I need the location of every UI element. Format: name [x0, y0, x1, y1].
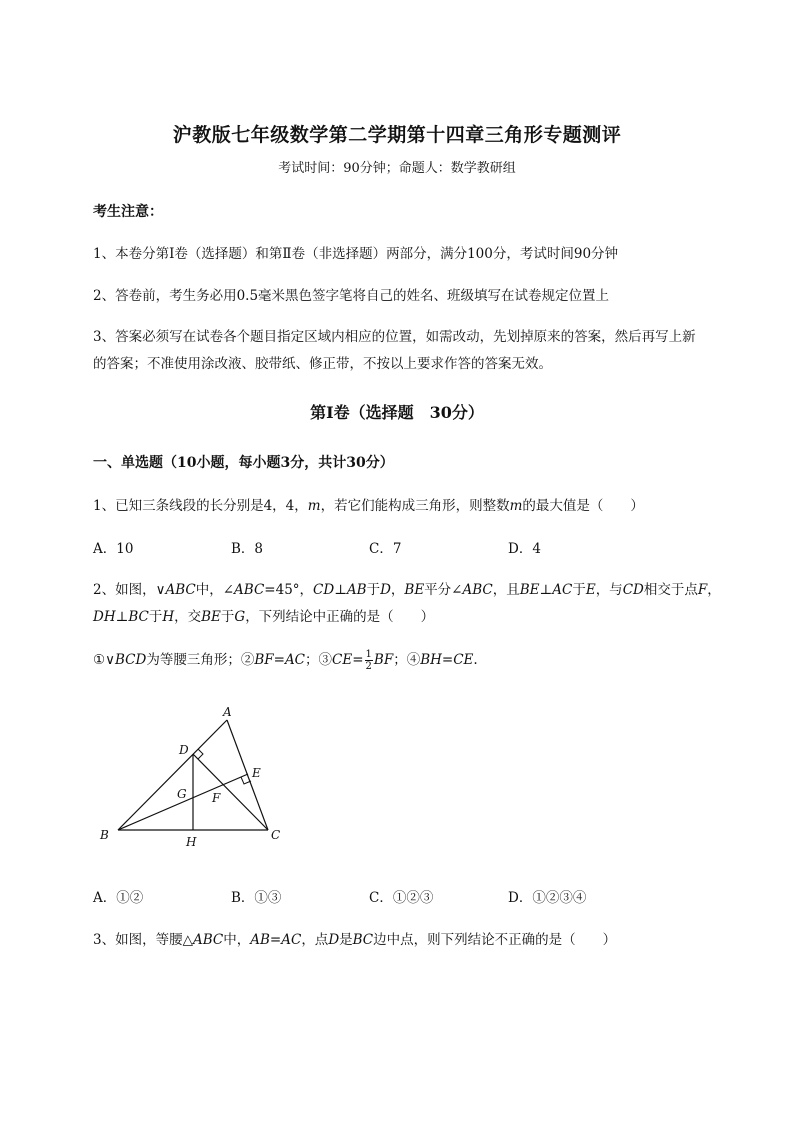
- triangle-figure: [90, 700, 300, 860]
- q1-var-m: m: [307, 498, 321, 514]
- q1-var-m-2: m: [509, 498, 523, 514]
- notice-item-3-line-1: 3、答案必须写在试卷各个题目指定区域内相应的位置，如需改动，先划掉原来的答案，然后再写上新: [93, 329, 696, 345]
- page-title: 沪教版七年级数学第二学期第十四章三角形专题测评: [172, 124, 622, 146]
- label-b: B: [100, 828, 109, 842]
- segment-be: [118, 774, 248, 830]
- q1-option-d[interactable]: D．4: [508, 541, 541, 557]
- segment-ab: [118, 720, 227, 830]
- question-3-text: 3、如图，等腰△ABC中，AB=AC，点D是BC边中点，则下列结论不正确的是（ ）: [93, 932, 617, 948]
- label-c: C: [271, 828, 281, 842]
- q2-option-c[interactable]: C．①②③: [369, 890, 434, 906]
- q2-option-a[interactable]: A．①②: [93, 890, 144, 906]
- notice-item-3-line-2: 的答案；不准使用涂改液、胶带纸、修正带，不按以上要求作答的答案无效。: [93, 356, 552, 372]
- exam-subtitle: 考试时间：90分钟；命题人：数学教研组: [278, 161, 516, 176]
- segment-ac: [227, 720, 268, 830]
- q1-suffix: 的最大值是（ ）: [522, 498, 644, 514]
- part-1-title: 第I卷（选择题 30分）: [310, 403, 484, 422]
- q1-option-a[interactable]: A．10: [93, 541, 134, 557]
- q2-option-d[interactable]: D．①②③④: [508, 890, 587, 906]
- q1-prefix: 1、已知三条线段的长分别是4，4，: [93, 498, 308, 514]
- q1-option-b[interactable]: B．8: [231, 541, 264, 557]
- question-2-conclusions: ①∨BCD为等腰三角形；②BF=AC；③CE= $\frac{1}{2}$ BF；④BH=CE.: [93, 649, 478, 672]
- label-h: H: [186, 835, 197, 849]
- notice-heading: 考生注意：: [93, 204, 163, 220]
- q1-option-c[interactable]: C．7: [369, 541, 402, 557]
- q2-option-b[interactable]: B．①③: [231, 890, 282, 906]
- section-1-title: 一、单选题（10小题，每小题3分，共计30分）: [93, 455, 394, 471]
- label-d: D: [179, 743, 189, 757]
- label-g: G: [177, 787, 187, 801]
- right-angle-mark-d: [198, 749, 203, 759]
- question-2-line-2: DH⊥BC于H，交BE于G，下列结论中正确的是（ ）: [93, 609, 435, 625]
- label-a: A: [223, 705, 232, 719]
- question-2-line-1: 2、如图，∨ABC中，∠ABC=45°，CD⊥AB于D，BE平分∠ABC，且BE⊥AC于E，与CD相交于点F，: [93, 582, 721, 598]
- notice-item-2: 2、答卷前，考生务必用0.5毫米黑色签字笔将自己的姓名、班级填写在试卷规定位置上: [93, 288, 610, 304]
- question-1-text: [93, 494, 644, 514]
- notice-item-1: 1、本卷分第I卷（选择题）和第Ⅱ卷（非选择题）两部分，满分100分，考试时间90分钟: [93, 246, 619, 262]
- fraction-one-half: $\frac{1}{2}$: [365, 649, 372, 672]
- label-f: F: [212, 791, 221, 805]
- q1-middle: ，若它们能构成三角形，则整数: [320, 498, 510, 514]
- label-e: E: [252, 766, 261, 780]
